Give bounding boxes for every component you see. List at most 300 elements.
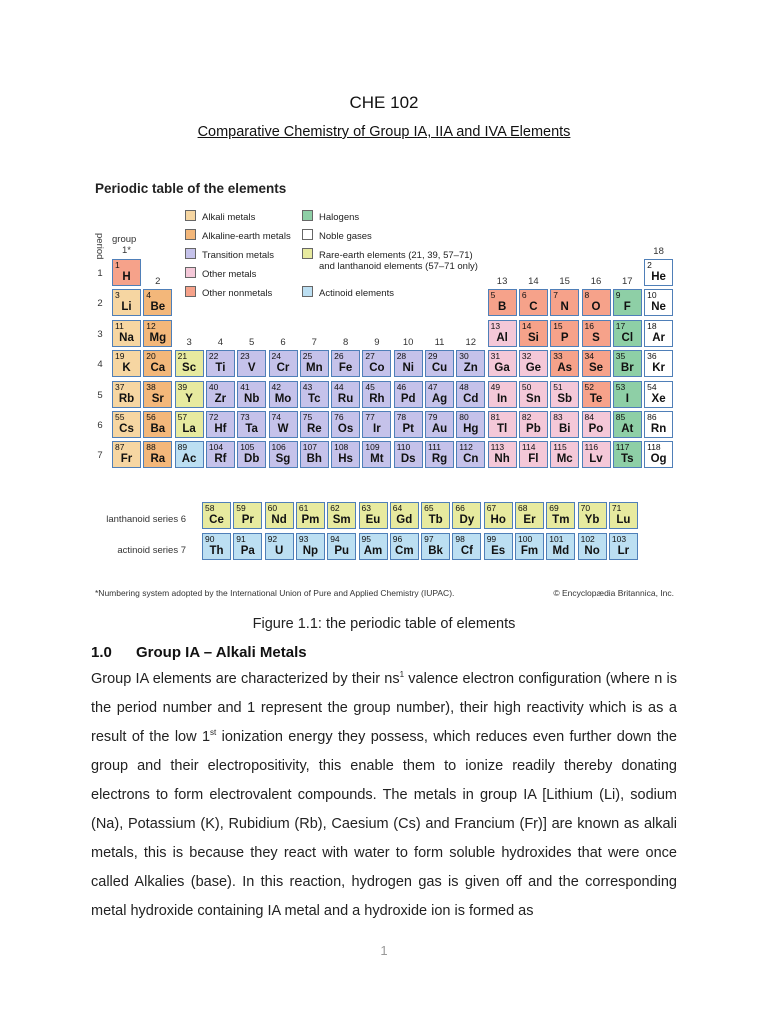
- element-symbol: Hs: [338, 453, 353, 466]
- element-symbol: Hg: [463, 423, 479, 435]
- element-symbol: Ge: [525, 362, 542, 375]
- page-number: 1: [380, 943, 388, 958]
- group-number-5: 5: [249, 337, 255, 349]
- element-cell-hs: [331, 441, 360, 468]
- periodic-table-figure: [90, 178, 678, 603]
- element-symbol: Ba: [150, 423, 166, 435]
- element-symbol: Ne: [651, 301, 666, 314]
- element-cell-he: [644, 259, 673, 286]
- element-cell-ti: [206, 350, 235, 377]
- atomic-number: 30: [459, 351, 469, 362]
- element-cell-f: [613, 289, 642, 316]
- element-cell-zn: [456, 350, 485, 377]
- element-symbol: Th: [209, 545, 224, 557]
- atomic-number: 87: [115, 442, 125, 453]
- element-symbol: W: [277, 423, 289, 435]
- element-symbol: U: [274, 545, 284, 557]
- atomic-number: 1: [115, 260, 120, 270]
- legend-noble-label: Noble gases: [319, 231, 372, 242]
- element-symbol: Og: [650, 453, 667, 466]
- element-cell-pd: [394, 381, 423, 408]
- element-cell-cm: [390, 533, 419, 560]
- legend-rare-label-2: and lanthanoid elements (57–71 only): [319, 261, 478, 272]
- element-symbol: Br: [620, 362, 634, 375]
- group-number-7: 7: [311, 337, 317, 349]
- atomic-number: 107: [302, 442, 317, 453]
- section-title: Group IA – Alkali Metals: [136, 644, 307, 661]
- atomic-number: 7: [553, 290, 558, 301]
- element-symbol: Mc: [556, 453, 573, 466]
- element-symbol: Ra: [150, 453, 166, 466]
- atomic-number: 55: [115, 412, 125, 422]
- atomic-number: 106: [271, 442, 286, 453]
- element-symbol: Ts: [621, 453, 634, 466]
- element-symbol: Rg: [431, 453, 448, 466]
- element-symbol: Sm: [332, 514, 351, 526]
- element-symbol: At: [621, 423, 634, 435]
- element-cell-k: [112, 350, 141, 377]
- legend-transition: [185, 248, 274, 260]
- legend-nonmetal-label: Other nonmetals: [202, 288, 273, 299]
- period-axis-label: period: [94, 233, 105, 260]
- element-symbol: Na: [119, 331, 134, 344]
- atomic-number: 73: [240, 412, 250, 422]
- atomic-number: 25: [302, 351, 313, 362]
- element-symbol: N: [560, 301, 569, 314]
- element-symbol: In: [496, 392, 508, 405]
- element-cell-es: [484, 533, 513, 560]
- atomic-number: 85: [615, 412, 626, 422]
- element-cell-at: [613, 411, 642, 438]
- swatch-noble: [302, 229, 313, 240]
- element-cell-cs: [112, 411, 141, 438]
- element-cell-pm: [296, 502, 325, 529]
- element-symbol: Rf: [214, 453, 227, 466]
- legend-actinoid-label: Actinoid elements: [319, 288, 394, 299]
- element-symbol: Tc: [308, 392, 321, 405]
- element-symbol: Cd: [463, 392, 479, 405]
- element-cell-al: [488, 320, 517, 347]
- atomic-number: 95: [361, 534, 371, 544]
- element-symbol: V: [247, 362, 256, 375]
- element-cell-sm: [327, 502, 356, 529]
- element-cell-tc: [300, 381, 329, 408]
- element-cell-kr: [644, 350, 673, 377]
- atomic-number: 84: [584, 412, 594, 422]
- periodic-table-title: Periodic table of the elements: [95, 181, 287, 196]
- figure-label: Figure 1.1:: [252, 616, 322, 632]
- element-symbol: No: [584, 545, 600, 557]
- element-cell-cd: [456, 381, 485, 408]
- element-symbol: Co: [369, 362, 385, 375]
- atomic-number: 96: [392, 534, 403, 544]
- element-symbol: H: [122, 271, 131, 283]
- atomic-number: 112: [459, 442, 473, 453]
- element-cell-p: [550, 320, 579, 347]
- atomic-number: 9: [615, 290, 621, 301]
- element-symbol: Cs: [119, 423, 134, 435]
- element-symbol: Mg: [149, 331, 167, 344]
- element-cell-w: [269, 411, 298, 438]
- period-number-3: 3: [97, 328, 103, 340]
- element-cell-cu: [425, 350, 454, 377]
- atomic-number: 104: [208, 442, 224, 453]
- element-cell-lv: [582, 441, 611, 468]
- element-symbol: Dy: [459, 514, 475, 526]
- element-symbol: Be: [150, 301, 166, 314]
- element-symbol: S: [592, 331, 600, 344]
- element-cell-er: [515, 502, 544, 529]
- atomic-number: 20: [146, 351, 156, 362]
- atomic-number: 3: [115, 290, 120, 301]
- element-symbol: Kr: [652, 362, 665, 375]
- legend-alkaline-label: Alkaline-earth metals: [202, 231, 291, 242]
- atomic-number: 13: [490, 320, 501, 331]
- atomic-number: 39: [177, 381, 188, 392]
- group-number-16: 16: [590, 276, 602, 288]
- element-symbol: Am: [363, 545, 383, 557]
- element-cell-b: [488, 289, 517, 316]
- element-symbol: Po: [588, 423, 604, 435]
- atomic-number: 50: [521, 381, 532, 392]
- figure-caption: [0, 616, 768, 632]
- element-symbol: Os: [337, 423, 354, 435]
- element-cell-rn: [644, 411, 673, 438]
- element-cell-hg: [456, 411, 485, 438]
- element-cell-rb: [112, 381, 141, 408]
- element-symbol: Hf: [214, 423, 227, 435]
- element-cell-la: [175, 411, 204, 438]
- group-number-3: 3: [186, 337, 192, 349]
- atomic-number: 99: [486, 534, 497, 544]
- element-symbol: Li: [121, 301, 132, 314]
- element-symbol: Fr: [120, 453, 133, 466]
- element-symbol: Rb: [118, 392, 135, 405]
- element-symbol: Sg: [275, 453, 291, 466]
- element-symbol: Ga: [494, 362, 510, 375]
- atomic-number: 81: [490, 412, 501, 422]
- atomic-number: 53: [615, 381, 626, 392]
- element-cell-pb: [519, 411, 548, 438]
- element-symbol: Rh: [369, 392, 385, 405]
- legend-alkali: [185, 210, 255, 222]
- atomic-number: 48: [459, 381, 469, 392]
- atomic-number: 111: [428, 442, 441, 453]
- element-cell-v: [237, 350, 266, 377]
- element-symbol: Pd: [400, 392, 416, 405]
- element-cell-lu: [609, 502, 638, 529]
- iupac-footnote: *Numbering system adopted by the International Union of Pure and Applied Chemistry (IUPAC).: [95, 588, 455, 598]
- group-number-8: 8: [342, 337, 349, 349]
- element-symbol: Sc: [182, 362, 197, 375]
- section-heading: [91, 644, 307, 661]
- element-cell-ag: [425, 381, 454, 408]
- group-number-15: 15: [559, 276, 570, 288]
- element-cell-hf: [206, 411, 235, 438]
- element-symbol: Ta: [245, 423, 258, 435]
- element-symbol: Ar: [652, 331, 665, 344]
- element-cell-fl: [519, 441, 548, 468]
- atomic-number: 103: [611, 534, 627, 544]
- actinoid-series-label: actinoid series 7: [117, 545, 186, 556]
- element-cell-sn: [519, 381, 548, 408]
- legend-alkaline: [185, 229, 291, 241]
- atomic-number: 6: [521, 290, 527, 301]
- atomic-number: 94: [330, 534, 340, 544]
- element-cell-mt: [362, 441, 391, 468]
- atomic-number: 65: [424, 503, 434, 513]
- element-symbol: Xe: [651, 392, 666, 405]
- atomic-number: 51: [553, 381, 563, 392]
- atomic-number: 36: [647, 351, 657, 362]
- element-symbol: K: [122, 362, 131, 375]
- atomic-number: 115: [553, 442, 567, 453]
- group-number-4: 4: [217, 337, 224, 349]
- swatch-rare: [302, 248, 313, 259]
- atomic-number: 5: [490, 290, 496, 301]
- atomic-number: 10: [647, 290, 657, 301]
- element-cell-y: [175, 381, 204, 408]
- atomic-number: 90: [205, 534, 215, 544]
- atomic-number: 76: [334, 412, 344, 422]
- element-cell-si: [519, 320, 548, 347]
- legend-halogen-label: Halogens: [319, 212, 360, 223]
- element-symbol: As: [557, 362, 573, 375]
- element-cell-os: [331, 411, 360, 438]
- element-symbol: He: [651, 271, 666, 283]
- period-number-7: 7: [97, 450, 103, 462]
- atomic-number: 31: [490, 351, 501, 362]
- body-text-1: Group IA elements are characterized by their ns: [91, 671, 400, 687]
- atomic-number: 59: [236, 503, 246, 513]
- element-symbol: Te: [589, 392, 603, 405]
- element-cell-fm: [515, 533, 544, 560]
- element-cell-eu: [359, 502, 388, 529]
- element-symbol: Ir: [373, 423, 381, 435]
- atomic-number: 58: [205, 503, 215, 513]
- group-number-2: 2: [155, 276, 161, 288]
- atomic-number: 29: [428, 351, 438, 362]
- element-cell-fr: [112, 441, 141, 468]
- element-cell-ru: [331, 381, 360, 408]
- element-symbol: Al: [496, 331, 508, 344]
- element-cell-no: [578, 533, 607, 560]
- element-cell-rg: [425, 441, 454, 468]
- element-symbol: Pu: [334, 545, 350, 557]
- element-cell-mn: [300, 350, 329, 377]
- element-symbol: Db: [244, 453, 260, 466]
- lanthanoid-series-label: lanthanoid series 6: [106, 514, 186, 525]
- body-text-3: ionization energy they possess, which reduces even further down the group and their electropositivity, this enable them to ionize readily thereby donating electrons to form electrovalent compounds. The metals in group IA [Lithium (Li), sodium (Na), Potassium (K), Rubidium (Rb), Caesium (Cs) and Francium (Fr)] are known as alkali metals, this is because they react with water to form soluble hydroxides that were once called Alkalies (base). In this reaction, hydrogen gas is given off and the corresponding metal hydroxide containing IA metal and a hydroxide ion is formed as: [91, 729, 677, 919]
- element-cell-ir: [362, 411, 391, 438]
- legend-alkali-label: Alkali metals: [202, 212, 256, 223]
- legend-rare: [302, 248, 478, 272]
- element-symbol: Sn: [526, 392, 541, 405]
- element-cell-s: [582, 320, 611, 347]
- element-cell-db: [237, 441, 266, 468]
- element-cell-bh: [300, 441, 329, 468]
- element-cell-h: [112, 259, 141, 286]
- element-cell-gd: [390, 502, 419, 529]
- element-cell-au: [425, 411, 454, 438]
- atomic-number: 77: [365, 412, 375, 422]
- swatch-alkaline: [185, 229, 196, 240]
- atomic-number: 47: [428, 381, 438, 392]
- element-symbol: Nd: [271, 514, 287, 526]
- atomic-number: 82: [521, 412, 532, 422]
- atomic-number: 45: [365, 381, 375, 392]
- element-symbol: Mt: [370, 453, 384, 466]
- element-cell-fe: [331, 350, 360, 377]
- element-cell-yb: [578, 502, 607, 529]
- swatch-transition: [185, 248, 196, 259]
- atomic-number: 38: [146, 381, 156, 392]
- element-symbol: Cr: [276, 362, 290, 375]
- period-number-4: 4: [97, 359, 103, 371]
- element-symbol: Y: [185, 392, 193, 405]
- atomic-number: 49: [490, 381, 501, 392]
- element-cell-ga: [488, 350, 517, 377]
- element-cell-te: [582, 381, 611, 408]
- atomic-number: 14: [521, 320, 532, 331]
- element-symbol: Zn: [463, 362, 478, 375]
- atomic-number: 12: [146, 320, 156, 331]
- element-cell-pt: [394, 411, 423, 438]
- group-number-14: 14: [528, 276, 539, 288]
- atomic-number: 78: [396, 412, 407, 422]
- group-number-17: 17: [622, 276, 633, 288]
- atomic-number: 71: [611, 503, 622, 513]
- atomic-number: 52: [584, 381, 594, 392]
- group-axis-label: group: [112, 234, 137, 245]
- element-symbol: Ce: [209, 514, 224, 526]
- element-symbol: Pb: [526, 423, 541, 435]
- atomic-number: 19: [115, 351, 125, 362]
- atomic-number: 11: [115, 320, 124, 331]
- atomic-number: 105: [240, 442, 255, 453]
- atomic-number: 34: [584, 351, 594, 362]
- legend-othermetal-label: Other metals: [202, 269, 257, 280]
- atomic-number: 63: [361, 503, 371, 513]
- element-symbol: Fm: [520, 545, 539, 557]
- element-symbol: Bk: [428, 545, 443, 557]
- atomic-number: 91: [236, 534, 246, 544]
- atomic-number: 57: [177, 412, 188, 422]
- element-cell-mc: [550, 441, 579, 468]
- element-cell-nb: [237, 381, 266, 408]
- legend-noble: [302, 229, 372, 241]
- element-symbol: Re: [306, 423, 322, 435]
- period-number-6: 6: [97, 420, 103, 431]
- period-number-2: 2: [97, 298, 103, 310]
- group-number-13: 13: [496, 276, 508, 288]
- atomic-number: 97: [424, 534, 434, 544]
- element-cell-ra: [143, 441, 172, 468]
- element-symbol: Fl: [528, 453, 539, 466]
- element-symbol: Cf: [460, 545, 473, 557]
- atomic-number: 110: [396, 442, 411, 453]
- element-cell-bk: [421, 533, 450, 560]
- section-number: 1.0: [91, 644, 112, 661]
- atomic-number: 67: [486, 503, 497, 513]
- group-number-18: 18: [653, 246, 664, 257]
- atomic-number: 109: [365, 442, 380, 453]
- atomic-number: 116: [584, 442, 599, 453]
- atomic-number: 89: [177, 442, 188, 453]
- atomic-number: 118: [647, 442, 661, 453]
- element-symbol: Lv: [589, 453, 603, 466]
- element-cell-n: [550, 289, 579, 316]
- element-cell-ba: [143, 411, 172, 438]
- atomic-number: 100: [518, 534, 533, 544]
- atomic-number: 22: [208, 351, 219, 362]
- swatch-halogen: [302, 210, 313, 221]
- group-number-6: 6: [280, 337, 286, 349]
- element-cell-i: [613, 381, 642, 408]
- image-credit: © Encyclopædia Britannica, Inc.: [553, 588, 674, 598]
- element-cell-na: [112, 320, 141, 347]
- superscript-st: st: [210, 728, 217, 738]
- group-number-10: 10: [402, 337, 414, 349]
- element-symbol: Pr: [241, 514, 254, 526]
- element-symbol: Cu: [431, 362, 448, 375]
- element-cell-o: [582, 289, 611, 316]
- element-cell-og: [644, 441, 673, 468]
- element-symbol: Bh: [306, 453, 322, 466]
- element-symbol: Mn: [305, 362, 323, 375]
- element-cell-md: [546, 533, 575, 560]
- element-cell-as: [550, 350, 579, 377]
- atomic-number: 4: [146, 290, 152, 301]
- group-number-12: 12: [465, 337, 477, 349]
- figure-caption-text: the periodic table of elements: [321, 616, 516, 632]
- element-cell-pa: [233, 533, 262, 560]
- element-symbol: F: [623, 301, 631, 314]
- element-cell-nh: [488, 441, 517, 468]
- element-cell-sg: [269, 441, 298, 468]
- swatch-alkali: [185, 210, 196, 221]
- period-number-5: 5: [97, 389, 103, 401]
- element-symbol: C: [529, 301, 538, 314]
- atomic-number: 32: [521, 351, 532, 362]
- atomic-number: 41: [240, 381, 250, 392]
- atomic-number: 17: [615, 320, 626, 331]
- element-cell-li: [112, 289, 141, 316]
- element-cell-pu: [327, 533, 356, 560]
- element-cell-zr: [206, 381, 235, 408]
- element-cell-rf: [206, 441, 235, 468]
- element-symbol: Si: [527, 331, 539, 344]
- atomic-number: 102: [580, 534, 595, 544]
- body-paragraph: [91, 665, 677, 926]
- element-cell-cl: [613, 320, 642, 347]
- element-symbol: Pt: [402, 423, 414, 435]
- element-cell-cr: [269, 350, 298, 377]
- element-cell-ts: [613, 441, 642, 468]
- legend-halogen: [302, 210, 359, 222]
- element-cell-co: [362, 350, 391, 377]
- element-symbol: Cm: [395, 545, 414, 557]
- element-cell-po: [582, 411, 611, 438]
- element-symbol: Lu: [616, 514, 631, 526]
- atomic-number: 44: [334, 381, 344, 392]
- element-symbol: Ru: [337, 392, 354, 405]
- element-cell-np: [296, 533, 325, 560]
- element-symbol: Sb: [557, 392, 573, 405]
- atomic-number: 40: [208, 381, 219, 392]
- element-cell-th: [202, 533, 231, 560]
- element-symbol: Er: [523, 514, 536, 526]
